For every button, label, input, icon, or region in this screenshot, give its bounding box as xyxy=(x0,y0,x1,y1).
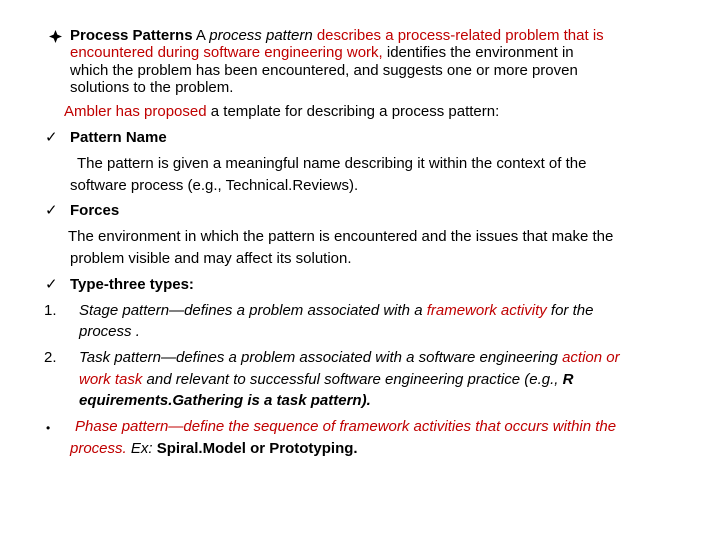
stage-pattern-line-2: process . xyxy=(79,323,140,340)
check-icon: ✓ xyxy=(45,129,58,146)
task-pattern-line-2: work task and relevant to successful software engineering practice (e.g., R xyxy=(79,371,574,388)
bullet-icon: • xyxy=(46,421,51,435)
stage-pattern-line-1: Stage pattern—defines a problem associated with a framework activity for the xyxy=(79,302,594,319)
forces-line-1: The environment in which the pattern is encountered and the issues that make the xyxy=(68,228,614,245)
forces-heading: Forces xyxy=(70,202,120,219)
check-icon: ✓ xyxy=(45,202,58,219)
process-patterns-line-2: encountered during software engineering work, identifies the environment in xyxy=(70,44,574,61)
task-pattern-line-3: equirements.Gathering is a task pattern). xyxy=(79,392,371,409)
process-patterns-line-1: Process Patterns A process pattern describes a process-related problem that is xyxy=(70,27,604,44)
forces-line-2: problem visible and may affect its solution. xyxy=(70,250,352,267)
pattern-name-line-1: The pattern is given a meaningful name describing it within the context of the xyxy=(77,155,587,172)
check-icon: ✓ xyxy=(45,276,58,293)
phase-pattern-line-2: process. Ex: Spiral.Model or Prototyping. xyxy=(70,440,358,457)
task-pattern-line-1: Task pattern—defines a problem associated with a software engineering action or xyxy=(79,349,620,366)
pattern-name-heading: Pattern Name xyxy=(70,129,167,146)
diamond-bullet-icon xyxy=(49,30,62,43)
process-patterns-title: Process Patterns xyxy=(70,27,193,44)
type-heading: Type-three types: xyxy=(70,276,194,293)
ambler-line: Ambler has proposed a template for describing a process pattern: xyxy=(64,103,500,120)
pattern-name-line-2: software process (e.g., Technical.Reviews). xyxy=(70,177,359,194)
process-patterns-line-4: solutions to the problem. xyxy=(70,79,234,96)
phase-pattern-line-1: Phase pattern—define the sequence of framework activities that occurs within the xyxy=(75,418,617,435)
list-number-1: 1. xyxy=(44,302,57,319)
list-number-2: 2. xyxy=(44,349,57,366)
process-patterns-line-3: which the problem has been encountered, and suggests one or more proven xyxy=(70,62,578,79)
